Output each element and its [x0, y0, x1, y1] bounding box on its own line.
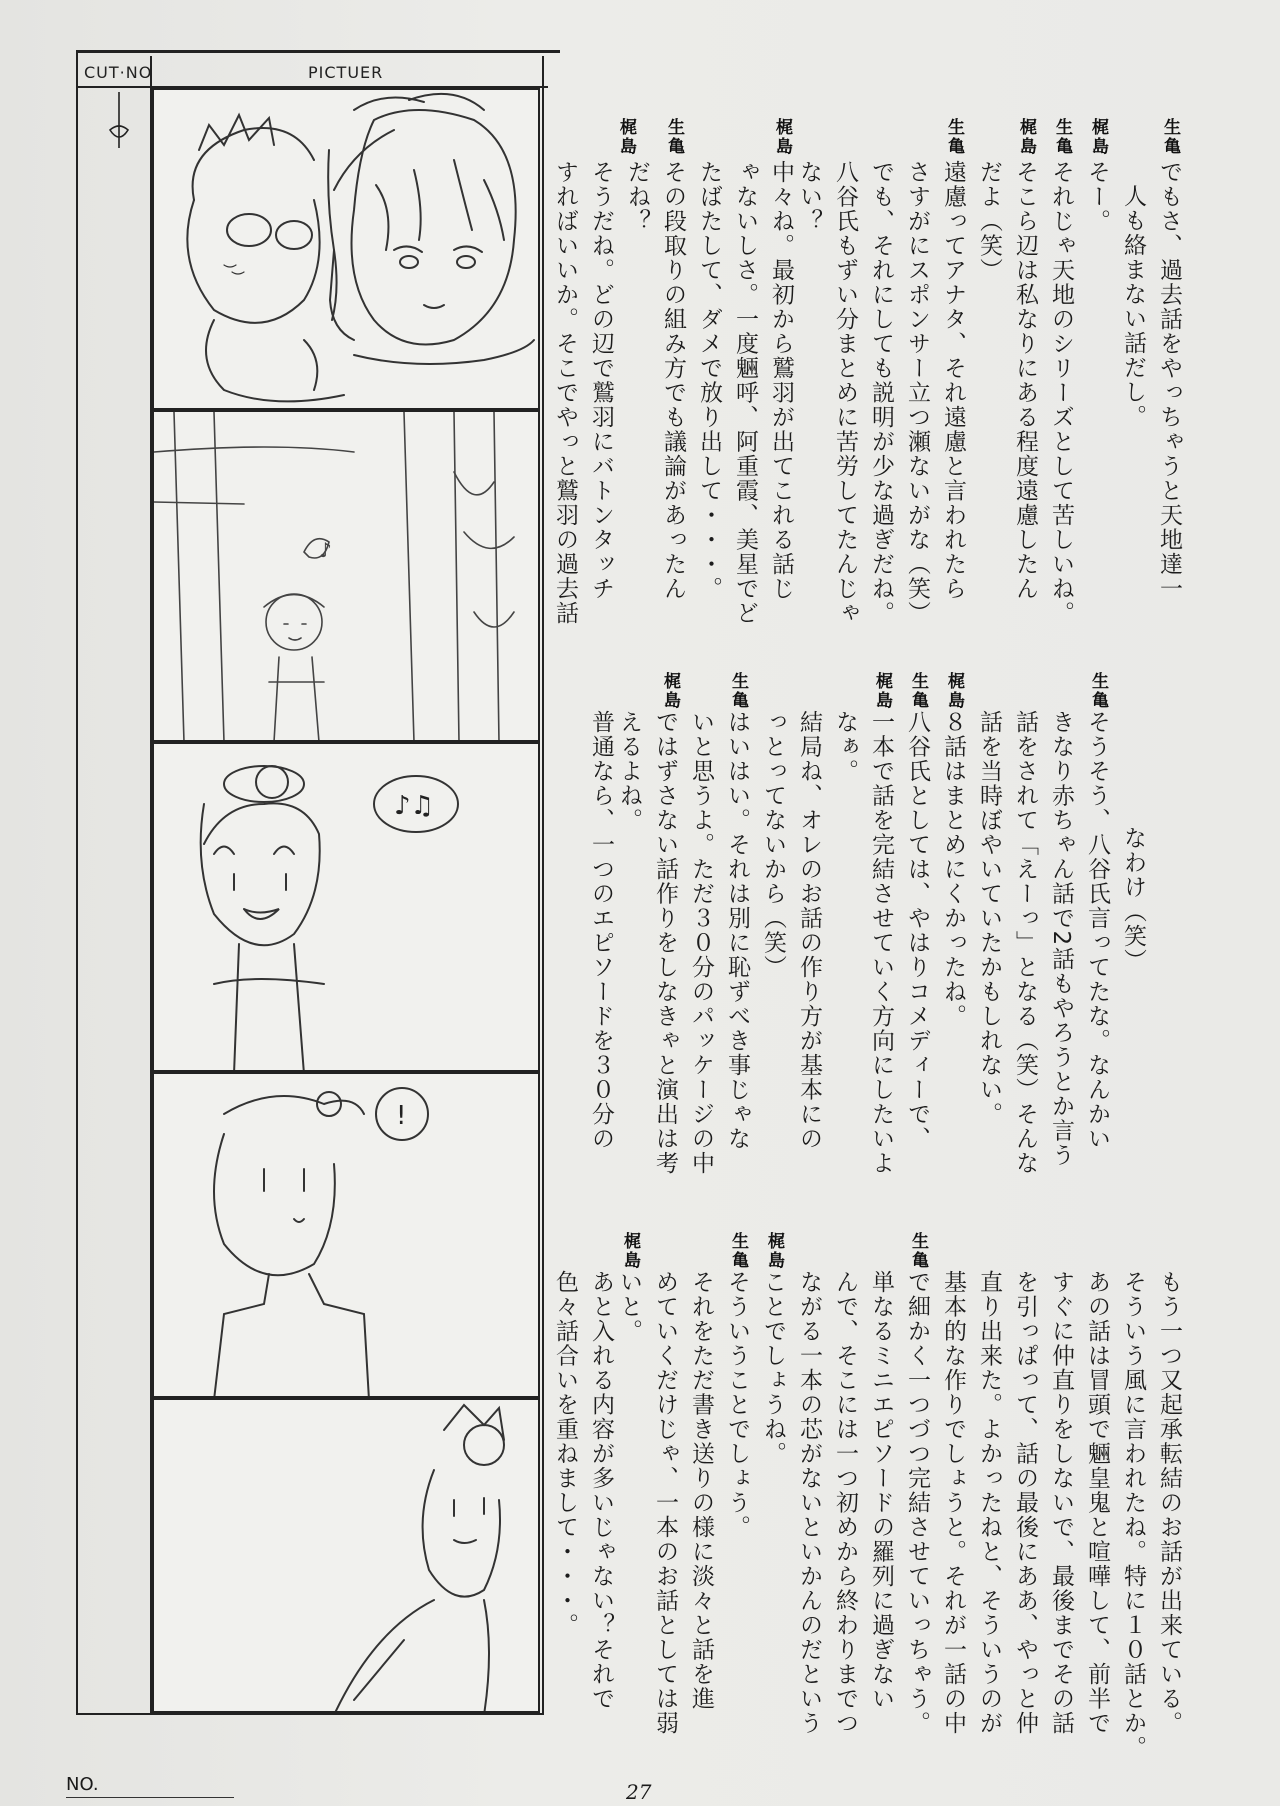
storyboard-panel-5 — [152, 1398, 540, 1713]
storyboard-panel-1 — [152, 88, 540, 410]
speaker-label: 生亀 — [1160, 118, 1180, 156]
speaker-label: 梶島 — [764, 1232, 784, 1270]
dialogue-line: 八谷氏もずい分まとめに苦労してたんじゃ — [832, 160, 858, 626]
dialogue-line: 単なるミニエピソードの羅列に過ぎない — [868, 1270, 894, 1711]
speaker-label: 梶島 — [872, 672, 892, 710]
dialogue-line: たばたして、ダメで放り出して・・・。 — [696, 160, 722, 601]
svg-text:♪: ♪ — [319, 538, 332, 562]
dialogue-line: ことでしょうね。 — [760, 1270, 786, 1466]
dialogue-line: そー。 — [1084, 160, 1110, 234]
dialogue-line: いと。 — [616, 1270, 642, 1344]
panel-5-drawing — [154, 1400, 540, 1713]
speaker-label: 生亀 — [1052, 118, 1072, 156]
storyboard-panel-4 — [152, 1072, 540, 1398]
dialogue-line: きなり赤ちゃん話で2話もやろうとか言う — [1048, 710, 1074, 1168]
storyboard-panel-2 — [152, 410, 540, 742]
speaker-label: 梶島 — [1016, 118, 1036, 156]
speaker-label: 生亀 — [944, 118, 964, 156]
speaker-label: 生亀 — [908, 1232, 928, 1270]
storyboard-sheet — [0, 0, 560, 1806]
speaker-label: 梶島 — [620, 1232, 640, 1270]
page-number: 27 — [626, 1780, 652, 1804]
dialogue-line: めていくだけじゃ、一本のお話としては弱 — [652, 1270, 678, 1736]
speaker-label: 梶島 — [1088, 118, 1108, 156]
dialogue-line: だね？ — [624, 160, 650, 234]
dialogue-line: あの話は冒頭で魎皇鬼と喧嘩して、前半で — [1084, 1270, 1110, 1736]
dialogue-line: その段取りの組み方でも議論があったん — [660, 160, 686, 601]
cut-marker-icon — [106, 92, 132, 150]
board-right-rule — [542, 56, 544, 1715]
dialogue-line: 一本で話を完結させていく方向にしたいよ — [868, 710, 894, 1176]
dialogue-line: さすがにスポンサー立つ瀬ないがな（笑） — [904, 160, 930, 626]
dialogue-line: はいはい。それは別に恥ずべき事じゃな — [724, 710, 750, 1151]
board-top-rule — [76, 50, 560, 53]
no-underline — [66, 1797, 234, 1798]
panel-2-drawing — [154, 412, 540, 742]
dialogue-line: なわけ（笑） — [1120, 826, 1146, 973]
panel-3-bubble-text: ♪♫ — [394, 791, 434, 821]
dialogue-line: ながる一本の芯がないといかんのだという — [796, 1270, 822, 1736]
no-label: NO. — [66, 1774, 99, 1795]
dialogue-line: ない？ — [796, 160, 822, 234]
dialogue-line: それじゃ天地のシリーズとして苦しいね。 — [1048, 160, 1074, 626]
board-left-rule — [76, 50, 78, 1715]
dialogue-line: んで、そこには一つ初めから終わりまでつ — [832, 1270, 858, 1736]
panel-4-bubble-text: ! — [396, 1101, 407, 1131]
speaker-label: 生亀 — [1088, 672, 1108, 710]
cut-no-header: CUT·NO — [84, 63, 153, 82]
dialogue-line: 基本的な作りでしょうと。それが一話の中 — [940, 1270, 966, 1736]
panel-3-drawing — [154, 744, 540, 1072]
dialogue-line: 直り出来た。よかったねと、そういうのが — [976, 1270, 1002, 1736]
dialogue-line: 結局ね、オレのお話の作り方が基本にの — [796, 710, 822, 1151]
dialogue-line: すぐに仲直りをしないで、最後までその話 — [1048, 1270, 1074, 1736]
dialogue-line: でもさ、過去話をやっちゃうと天地達一 — [1156, 160, 1182, 601]
speaker-label: 生亀 — [728, 672, 748, 710]
dialogue-line: そういう風に言われたね。特に１０話とか。 — [1120, 1270, 1146, 1760]
dialogue-line: で細かく一つづつ完結させていっちゃう。 — [904, 1270, 930, 1736]
dialogue-line: それをただ書き送りの様に淡々と話を進 — [688, 1270, 714, 1711]
dialogue-line: そういうことでしょう。 — [724, 1270, 750, 1540]
dialogue-line: 人も絡まない話だし。 — [1120, 184, 1146, 429]
speaker-label: 梶島 — [616, 118, 636, 156]
dialogue-line: っとってないから（笑） — [760, 710, 786, 980]
dialogue-line: 中々ね。最初から鷲羽が出てこれる話じ — [768, 160, 794, 601]
dialogue-line: なぁ。 — [832, 710, 858, 784]
speaker-label: 生亀 — [908, 672, 928, 710]
picture-header: PICTUER — [308, 63, 384, 82]
dialogue-line: 遠慮ってアナタ、それ遠慮と言われたら — [940, 160, 966, 601]
storyboard-panel-3 — [152, 742, 540, 1072]
dialogue-line: そこら辺は私なりにある程度遠慮したん — [1012, 160, 1038, 601]
speaker-label: 生亀 — [728, 1232, 748, 1270]
speaker-label: 梶島 — [944, 672, 964, 710]
dialogue-line: でも、それにしても説明が少な過ぎだね。 — [868, 160, 894, 626]
dialogue-line: いと思うよ。ただ３０分のパッケージの中 — [688, 710, 714, 1176]
speaker-label: 梶島 — [772, 118, 792, 156]
speaker-label: 梶島 — [660, 672, 680, 710]
dialogue-line: ゃないしさ。一度魎呼、阿重霞、美星でど — [732, 160, 758, 626]
dialogue-line: を引っぱって、話の最後にああ、やっと仲 — [1012, 1270, 1038, 1736]
dialogue-line: 話をされて「えーっ」となる（笑）そんな — [1012, 710, 1038, 1176]
panel-1-drawing — [154, 90, 540, 410]
dialogue-line: 八谷氏としては、やはりコメディーで、 — [904, 710, 930, 1151]
dialogue-line: 色々話合いを重ねまして・・・。 — [552, 1270, 578, 1638]
dialogue-line: 話を当時ぼやいていたかもしれない。 — [976, 710, 1002, 1127]
dialogue-line: だよ（笑） — [976, 160, 1002, 283]
board-bottom-rule — [76, 1713, 544, 1715]
dialogue-line: 普通なら、一つのエピソードを３０分の — [588, 710, 614, 1151]
speaker-label: 生亀 — [664, 118, 684, 156]
dialogue-line: そうだね。どの辺で鷲羽にバトンタッチ — [588, 160, 614, 601]
panel-4-drawing — [154, 1074, 540, 1398]
dialogue-line: えるよね。 — [616, 710, 642, 833]
dialogue-line: すればいいか。そこでやっと鷲羽の過去話 — [552, 160, 578, 626]
dialogue-line: ８話はまとめにくかったね。 — [940, 710, 966, 1029]
dialogue-line: そうそう、八谷氏言ってたな。なんかい — [1084, 710, 1110, 1151]
dialogue-line: もう一つ又起承転結のお話が出来ている。 — [1156, 1270, 1182, 1736]
dialogue-line: ではずさない話作りをしなきゃと演出は考 — [652, 710, 678, 1176]
dialogue-line: あと入れる内容が多いじゃない？それで — [588, 1270, 614, 1711]
